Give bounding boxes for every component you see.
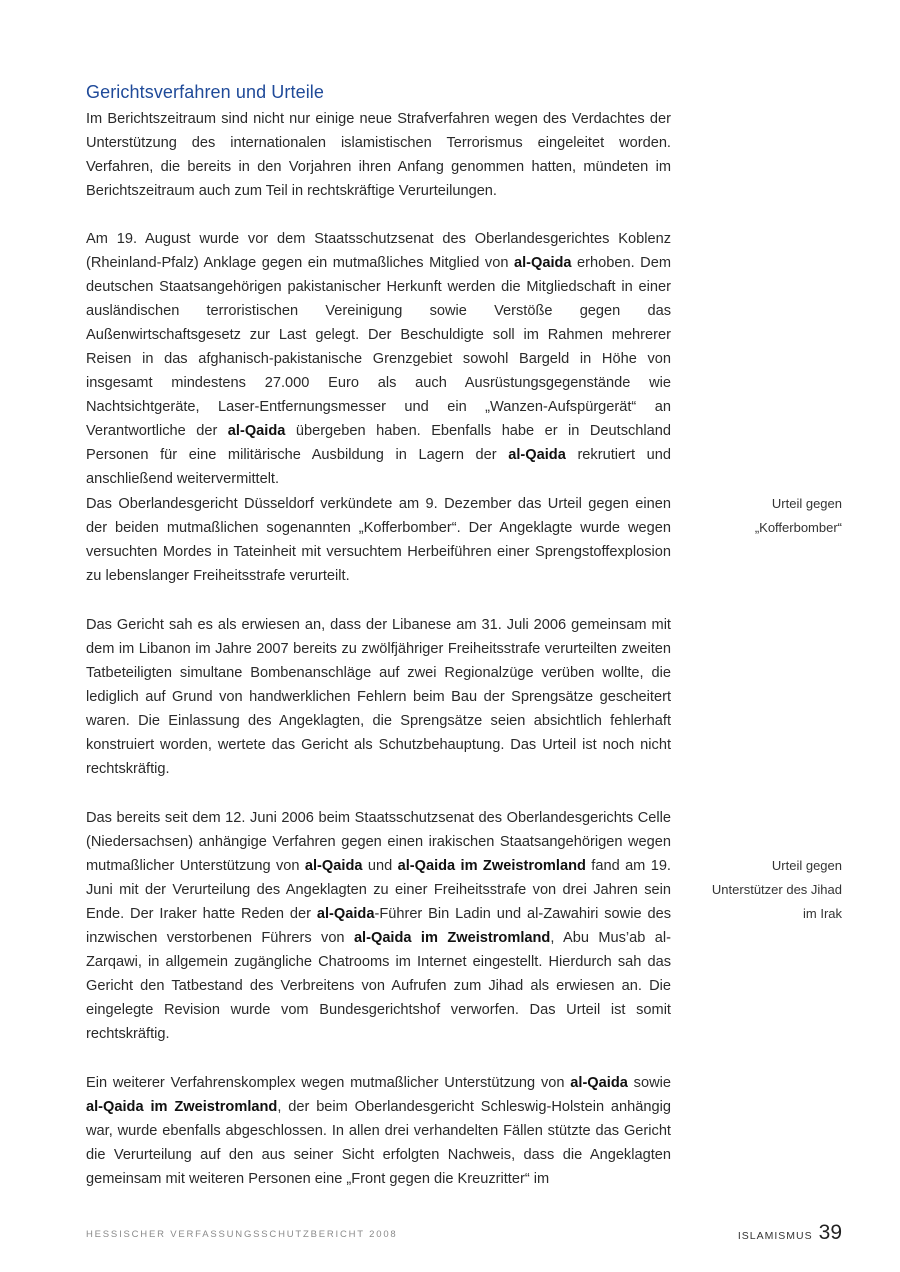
emphasized-term: al-Qaida [570, 1075, 628, 1091]
margin-note-line: Urteil gegen [771, 496, 842, 511]
emphasized-term: al-Qaida [513, 255, 572, 271]
text-run: fand am 19. Juni mit der Verurteilung des Angeklagten zu einer Freiheitsstrafe von drei Jahren sein Ende. Der Iraker hatte Reden der [86, 858, 671, 922]
text-run: erhoben. Dem deutschen Staatsangehörigen pakistanischer Herkunft werden die Mitgliedschaft in einer ausländischen terroristischen Vereinigung sowie Verstöße gegen das Außenwirtschaftsgesetz zur Last gelegt. Der Beschuldigte soll im Rahmen mehrerer Reisen in das afghanisch-pakistanische Grenzgebiet sowohl Bargeld in Höhe von insgesamt mindestens 27.000 Euro als auch Ausrüstungsgegenstände wie Nachtsichtgeräte, Laser-Entfernungsmesser und ein „Wanzen-Aufspürgerät“ an Verantwortliche der [86, 255, 671, 439]
emphasized-term: al-Qaida im Zweistromland [353, 930, 551, 946]
emphasized-term: al-Qaida [508, 447, 566, 463]
footer-publication: HESSISCHER VERFASSUNGSSCHUTZBERICHT 2008 [86, 1229, 398, 1240]
emphasized-term: al-Qaida [227, 423, 286, 439]
section-heading: Gerichtsverfahren und Urteile [86, 82, 325, 102]
text-run: Im Berichtszeitraum sind nicht nur einige neue Strafverfahren wegen des Verdachtes der Unterstützung des internationalen islamistischen Terrorismus eingeleitet worden. Verfahren, die bereits in den Vorjahren ihren Anfang genommen hatten, mündeten im Berichtszeitraum auch zum Teil in rechtskräftige Verurteilungen. [86, 111, 671, 199]
margin-note-line: Urteil gegen [771, 858, 842, 873]
text-run: Das bereits seit dem 12. Juni 2006 beim Staatsschutzsenat des Oberlandesgerichts Celle (Niedersachsen) anhängige Verfahren gegen einen irakischen Staatsangehörigen wegen mutmaßlicher Unterstützung von [86, 810, 671, 874]
paragraph-duesseldorf [86, 492, 671, 588]
text-run: und [362, 858, 398, 874]
paragraph-koblenz [86, 227, 671, 491]
paragraph-schleswig [86, 1071, 671, 1191]
emphasized-term: al-Qaida [304, 858, 363, 874]
page-number: 39 [818, 1221, 842, 1244]
margin-note-line: im Irak [803, 906, 842, 921]
text-run: übergeben haben. Ebenfalls habe er in Deutschland Personen für eine militärische Ausbildung in Lagern der [86, 423, 671, 463]
margin-note-line: „Kofferbomber“ [754, 520, 842, 535]
margin-note-kofferbomber [662, 492, 842, 540]
emphasized-term: al-Qaida im Zweistromland [397, 858, 586, 874]
text-run: -Führer Bin Ladin und al-Zawahiri sowie des inzwischen verstorbenen Führers von [86, 906, 671, 946]
text-run: , der beim Oberlandesgericht Schleswig-Holstein anhängig war, wurde ebenfalls abgeschlossen. In allen drei verhandelten Fällen stützte das Gericht die Verurteilung auf den aus seiner Sicht erfolgten Nachweis, dass die Angeklagten gemeinsam mit weiteren Personen eine „Front gegen die Kreuzritter“ im [86, 1099, 671, 1187]
footer-page-info [738, 1220, 842, 1249]
text-run: Das Gericht sah es als erwiesen an, dass der Libanese am 31. Juli 2006 gemeinsam mit dem im Libanon im Jahre 2007 bereits zu zwölfjähriger Freiheitsstrafe verurteilten zweiten Tatbeteiligten simultane Bombenanschläge auf zwei Regionalzüge verüben wollte, die lediglich auf Grund von handwerklichen Fehlern beim Bau der Sprengsätze gescheitert waren. Die Einlassung des Angeklagten, die Sprengsätze seien absichtlich fehlerhaft konstruiert worden, wertete das Gericht als Schutzbehauptung. Das Urteil ist noch nicht rechtskräftig. [86, 617, 671, 777]
emphasized-term: al-Qaida im Zweistromland [86, 1099, 278, 1115]
text-run: sowie [627, 1075, 671, 1091]
text-run: Am 19. August wurde vor dem Staatsschutzsenat des Oberlandesgerichtes Koblenz (Rheinland-Pfalz) Anklage gegen ein mutmaßliches Mitglied von [86, 231, 671, 271]
paragraph-libanese [86, 613, 671, 781]
margin-note-line: Unterstützer des Jihad [711, 882, 842, 897]
text-run: Ein weiterer Verfahrenskomplex wegen mutmaßlicher Unterstützung von [86, 1075, 571, 1091]
paragraph-celle [86, 806, 671, 1046]
margin-note-jihad-irak [662, 854, 842, 926]
paragraph-intro [86, 107, 671, 203]
footer-section-name: ISLAMISMUS [737, 1230, 813, 1242]
emphasized-term: al-Qaida [316, 906, 375, 922]
text-run: rekrutiert und anschließend weitervermittelt. [86, 447, 671, 487]
text-run: , Abu Mus’ab al-Zarqawi, in allgemein zugängliche Chatrooms im Internet eingestellt. Hierdurch sah das Gericht den Tatbestand des Verbreitens von Aufrufen zum Jihad als erwiesen an. Die eingelegte Revision wurde vom Bundesgerichtshof verworfen. Das Urteil ist somit rechtskräftig. [86, 930, 671, 1042]
text-run: Das Oberlandesgericht Düsseldorf verkündete am 9. Dezember das Urteil gegen einen der beiden mutmaßlichen sogenannten „Kofferbomber“. Der Angeklagte wurde wegen versuchten Mordes in Tateinheit mit versuchtem Herbeiführen einer Sprengstoffexplosion zu lebenslanger Freiheitsstrafe verurteilt. [86, 496, 671, 584]
